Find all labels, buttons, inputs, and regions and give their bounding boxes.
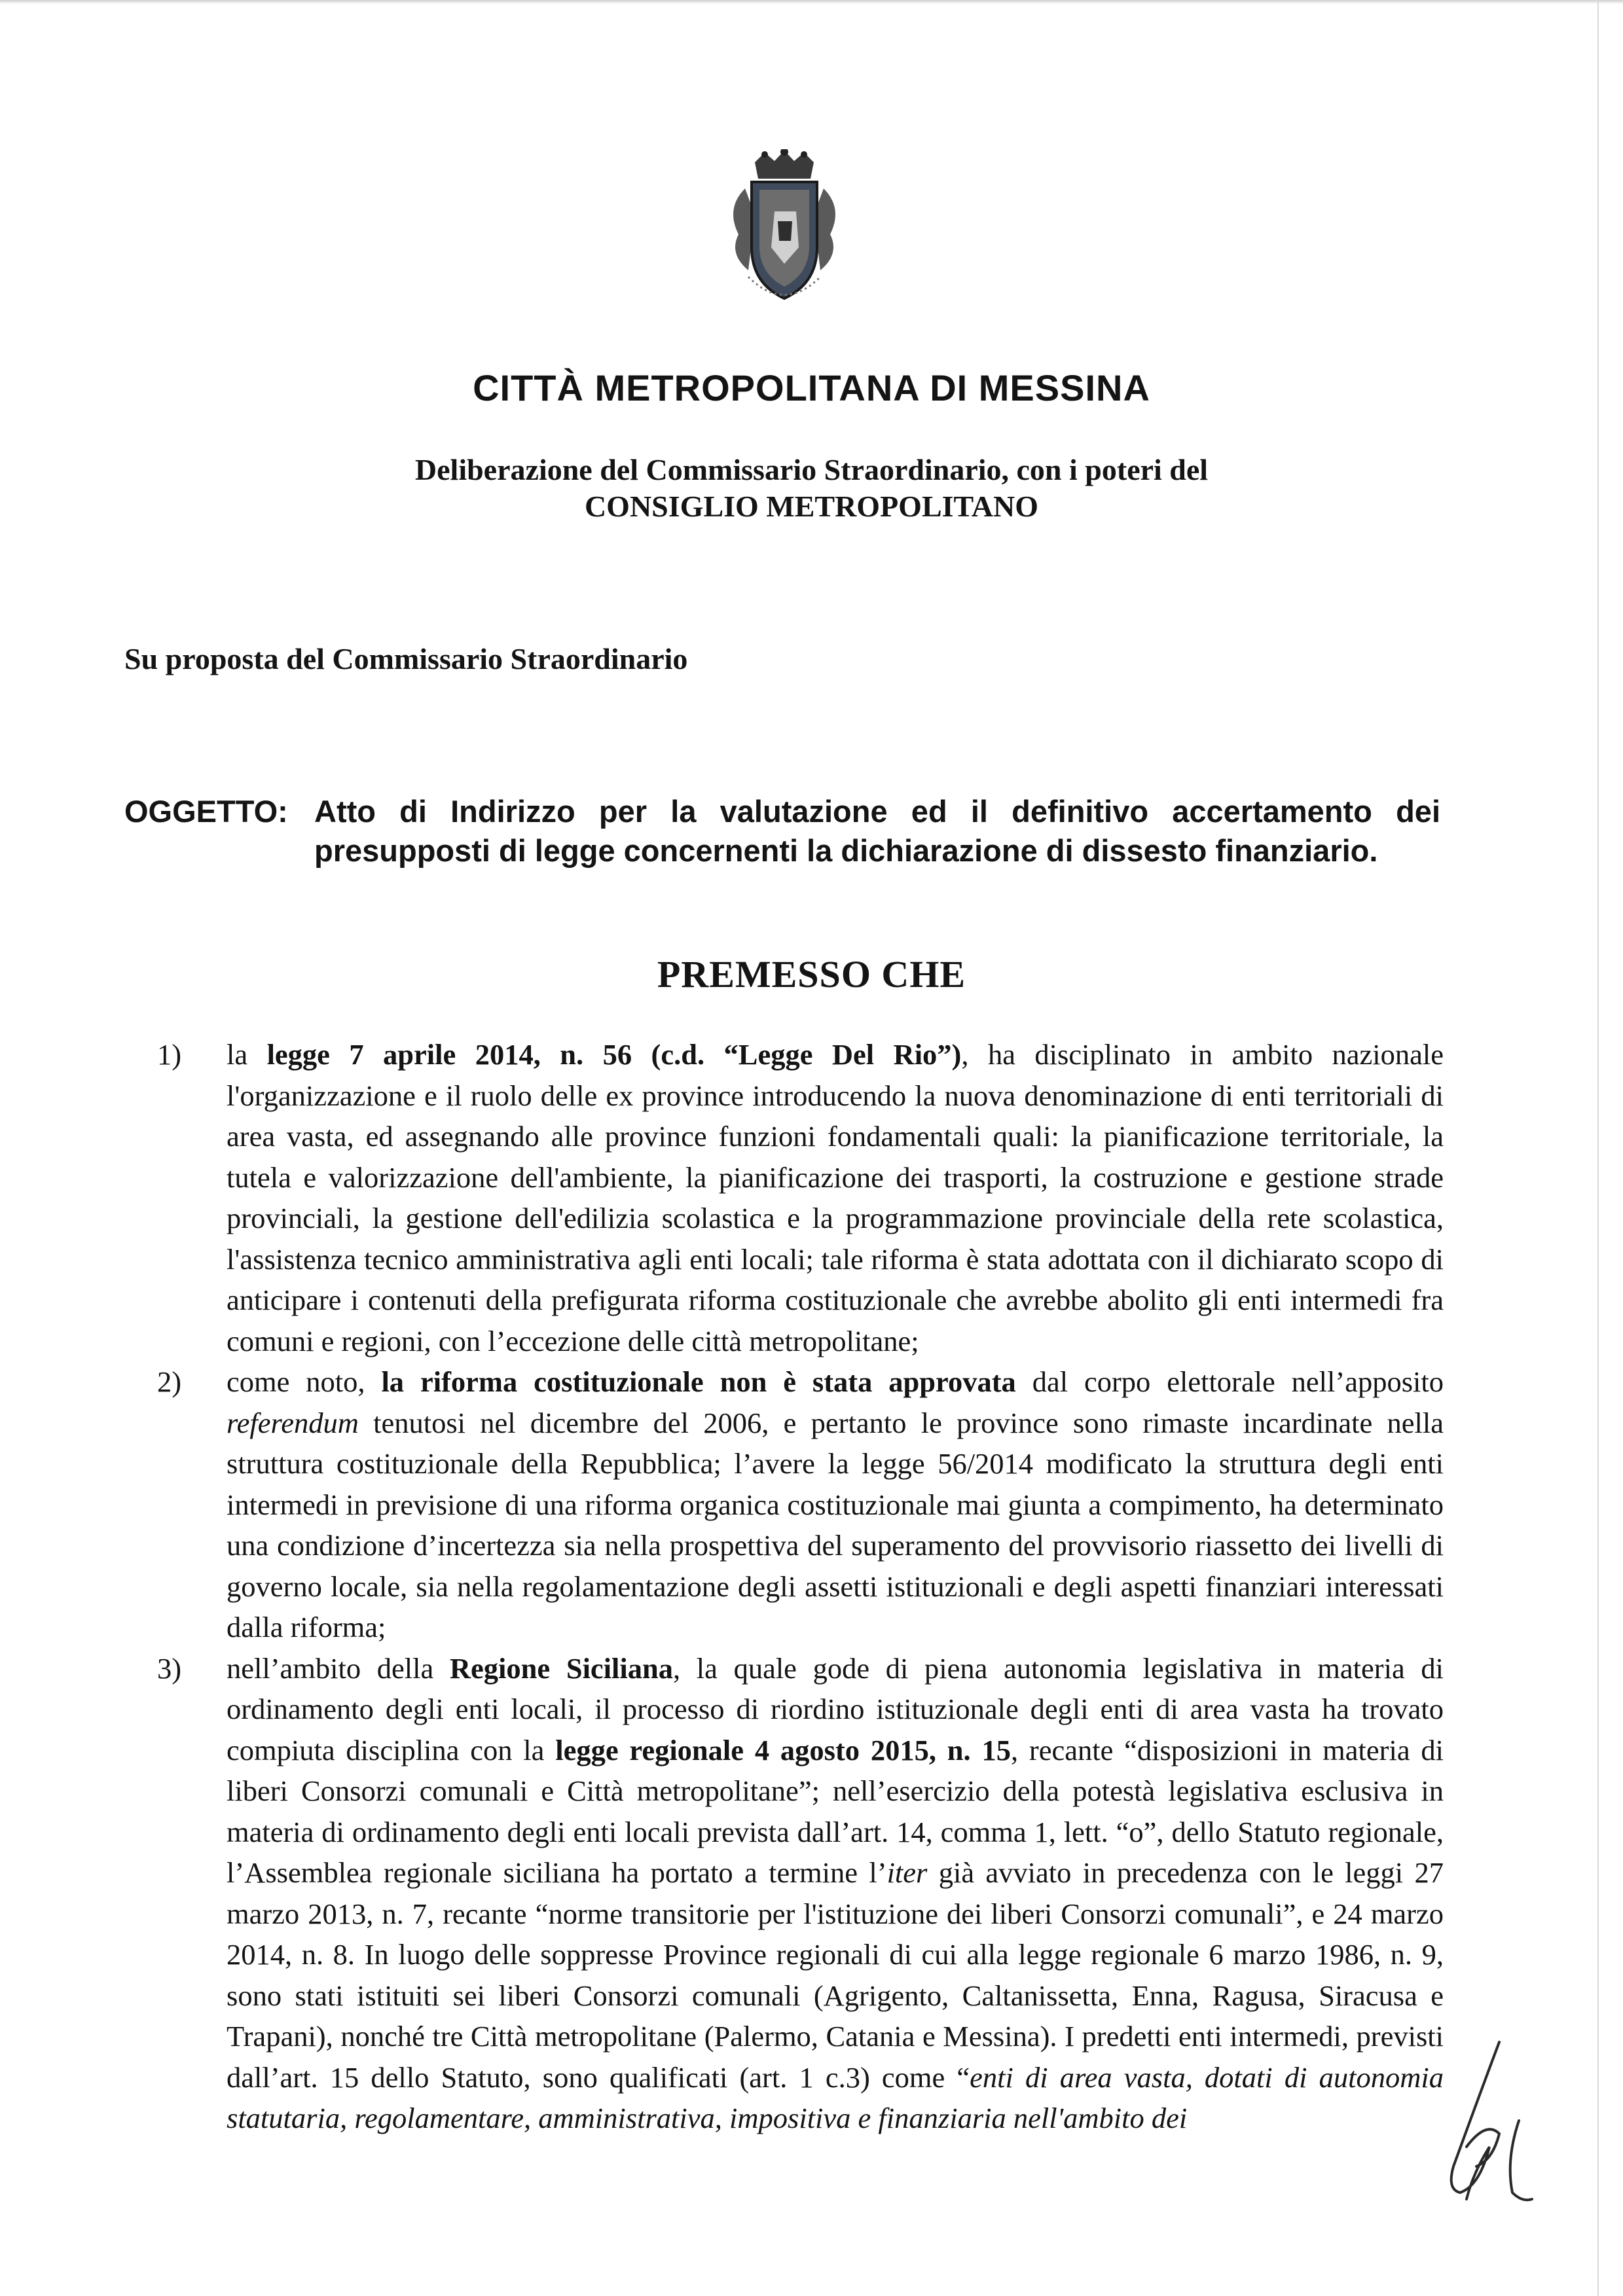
item-italic: iter [886, 1856, 928, 1889]
item-text: come noto, [227, 1365, 382, 1398]
item-bold: Regione Siciliana [449, 1651, 674, 1685]
item-italic: referendum [227, 1406, 359, 1439]
scan-page-edge [1597, 0, 1599, 2296]
scan-top-edge [0, 0, 1623, 4]
premises-list [157, 1034, 1444, 2139]
item-text: dal corpo elettorale nell’apposito [1015, 1365, 1444, 1398]
handwritten-signature-icon [1427, 2036, 1539, 2206]
item-bold: la riforma costituzionale non è stata approvata [381, 1365, 1016, 1398]
coat-of-arms-icon [719, 149, 850, 313]
subject-text: Atto di Indirizzo per la valutazione ed il definitivo accertamento dei presupposti di legge concernenti la dichiarazione di dissesto finanziario. [314, 794, 1440, 868]
item-bold: legge regionale 4 agosto 2015, n. 15 [555, 1733, 1011, 1767]
item-text: nell’ambito della [227, 1651, 450, 1685]
item-number: 2) [157, 1365, 182, 1398]
list-item [157, 1648, 1444, 2139]
item-italic: enti di area vasta, dotati di autonomia statutaria, regolamentare, amministrativa, impositiva e finanziaria nell'ambito dei [227, 2060, 1444, 2134]
item-text: , ha disciplinato in ambito nazionale l'organizzazione e il ruolo delle ex province introducendo la nuova denominazione di enti territoriali di area vasta, ed assegnando alle province funzioni fondamentali quali: la pianificazione territoriale, la tutela e valorizzazione dell'ambiente, la pianificazione dei trasporti, la costruzione e gestione strade provinciali, la gestione dell'edilizia scolastica e la programmazione provinciale della rete scolastica, l'assistenza tecnico amministrativa agli enti locali; tale riforma è stata adottata con il dichiarato scopo di anticipare i contenuti della prefigurata riforma costituzionale che avrebbe abolito gli enti intermedi fra comuni e regioni, con l’eccezione delle città metropolitane; [227, 1038, 1444, 1357]
proposal-line: Su proposta del Commissario Straordinario [124, 642, 688, 675]
subject-block [124, 792, 1440, 870]
item-text: , la quale gode di piena autonomia legislativa in materia di ordinamento degli enti locali, il processo di riordino istituzionale degli enti di area vasta ha trovato compiuta disciplina con la [227, 1651, 1444, 1767]
item-bold: legge 7 aprile 2014, n. 56 (c.d. “Legge Del Rio”) [266, 1038, 962, 1071]
item-text: , recante “disposizioni in materia di liberi Consorzi comunali e Città metropolitane”; nell’esercizio della potestà legislativa esclusiva in materia di ordinamento degli enti locali prevista dall’art. 14, comma 1, lett. “o”, dello Statuto regionale, l’Assemblea regionale siciliana ha portato a termine l’ [227, 1733, 1444, 1889]
deliberation-line-2: CONSIGLIO METROPOLITANO [584, 490, 1039, 523]
item-text: la [227, 1038, 267, 1071]
list-item [157, 1361, 1444, 1648]
deliberation-heading [0, 452, 1623, 525]
list-item [157, 1034, 1444, 1361]
item-number: 3) [157, 1651, 182, 1685]
item-text: già avviato in precedenza con le leggi 27 marzo 2013, n. 7, recante “norme transitorie per l'istituzione dei liberi Consorzi comunali”, e 24 marzo 2014, n. 8. In luogo delle soppresse Province regionali di cui alla legge regionale 6 marzo 1986, n. 9, sono stati istituiti sei liberi Consorzi comunali (Agrigento, Caltanissetta, Enna, Ragusa, Siracusa e Trapani), nonché tre Città metropolitane (Palermo, Catania e Messina). I predetti enti intermedi, previsti dall’art. 15 dello Statuto, sono qualificati (art. 1 c.3) come “ [227, 1856, 1444, 2094]
section-title: PREMESSO CHE [657, 953, 966, 996]
entity-name: CITTÀ METROPOLITANA DI MESSINA [473, 367, 1150, 408]
subject-label: OGGETTO: [124, 794, 288, 829]
item-number: 1) [157, 1038, 182, 1071]
deliberation-line-1: Deliberazione del Commissario Straordinario, con i poteri del [414, 453, 1209, 486]
item-text: tenutosi nel dicembre del 2006, e pertanto le province sono rimaste incardinate nella struttura costituzionale della Repubblica; l’avere la legge 56/2014 modificato la struttura degli enti intermedi in previsione di una riforma organica costituzionale mai giunta a compimento, ha determinato una condizione d’incertezza sia nella prospettiva del superamento del provvisorio riassetto dei livelli di governo locale, sia nella regolamentazione degli assetti istituzionali e degli aspetti finanziari interessati dalla riforma; [227, 1406, 1444, 1643]
